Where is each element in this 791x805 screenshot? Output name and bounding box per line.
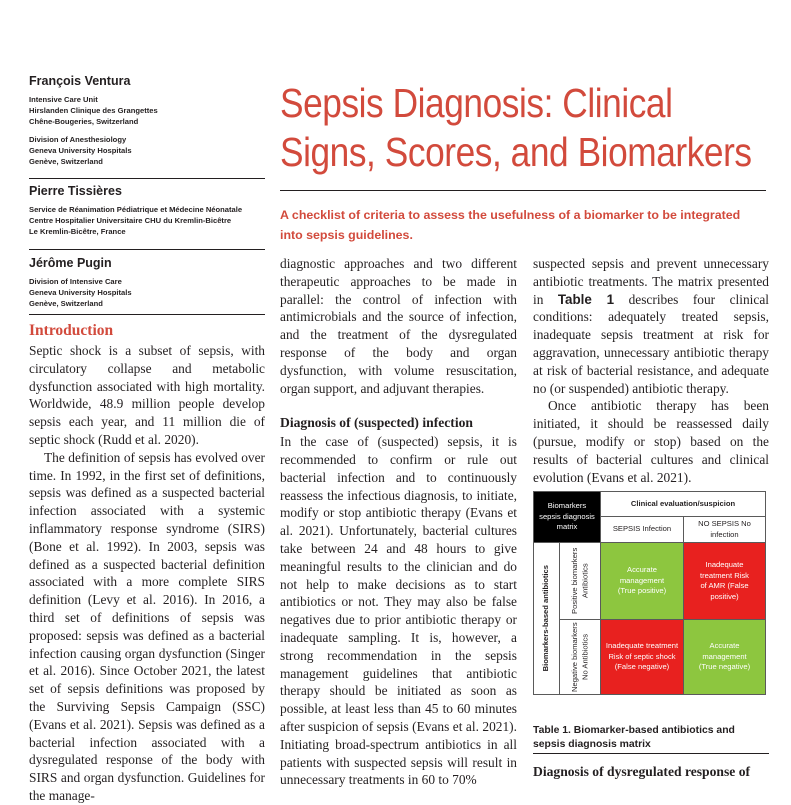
article-subtitle: A checklist of criteria to assess the usefulness of a biomarker to be integrated into sepsis guidelines. bbox=[280, 208, 741, 242]
author-divider bbox=[29, 314, 265, 315]
author-affiliation: Intensive Care Unit Hirslanden Clinique des Grangettes Chêne-Bougeries, Switzerland Division of Anesthesiology Geneva University Hospitals Genève, Switzerland bbox=[29, 95, 158, 167]
matrix-cell-false-positive: Inadequate treatment Risk of AMR (False positive) bbox=[683, 542, 766, 620]
author-affiliation: Service de Réanimation Pédiatrique et Médecine Néonatale Centre Hospitalier Universitaire CHU du Kremlin-Bicêtre Le Kremlin-Bicêtre, France bbox=[29, 205, 243, 237]
author-name: François Ventura bbox=[29, 74, 131, 88]
column-1-text bbox=[29, 342, 265, 805]
section-heading-dysregulated: Diagnosis of dysregulated response of bbox=[533, 764, 751, 779]
matrix-clinical-header: Clinical evaluation/suspicion bbox=[600, 491, 766, 517]
author-name: Jérôme Pugin bbox=[29, 256, 112, 270]
matrix-cell-false-negative: Inadequate treatment Risk of septic shock (False negative) bbox=[600, 619, 684, 695]
matrix-row-negative: Negative biomarkers No Antibiotics bbox=[559, 619, 601, 695]
paragraph: suspected sepsis and prevent unnecessary antibiotic treatments. The matrix presented in Table 1 describes four clinical conditions: adequately treated sepsis, inadequate sepsis treatment at risk for aggravation, unnecessary antibiotic therapy at risk of bacterial resistance, and adequate no (or suspended) antibiotic therapy. bbox=[533, 256, 769, 396]
paragraph: Once antibiotic therapy has been initiated, it should be reassessed daily (pursue, modify or stop) based on the results of bacterial cultures and clinical evolution (Evans et al. 2021). bbox=[533, 398, 769, 485]
author-affiliation: Division of Intensive Care Geneva University Hospitals Genève, Switzerland bbox=[29, 277, 132, 309]
article-title-line-1: Sepsis Diagnosis: Clinical bbox=[280, 80, 673, 126]
matrix-col-sepsis: SEPSIS Infection bbox=[600, 516, 684, 543]
article-title-line-2: Signs, Scores, and Biomarkers bbox=[280, 129, 752, 175]
matrix-row-group: Biomarkers-based antibiotics bbox=[533, 542, 560, 695]
paragraph: In the case of (suspected) sepsis, it is recommended to confirm or rule out bacterial infection and to continuously reassess the infectious diagnosis, to initiate, modify or stop antibiotic therapy (Evans et al. 2021). Unfortunately, bacterial cultures take between 24 and 48 hours to give meaningful results to the clinician and do not help to make decisions as to start antibiotics or not. They may also be false negatives due to prior antibiotic therapy or inadequate sampling. It is, however, a strong recommendation in the sepsis management guidelines that antibiotic therapy should be initiated as soon as possible, at least less than 45 to 60 minutes after suspicion of sepsis (Evans et al. 2021). Initiating broad-spectrum antibiotics in all patients with suspected sepsis will result in unnecessary treatments in 60 to 70% bbox=[280, 434, 517, 788]
caption-divider bbox=[533, 753, 769, 754]
matrix-col-no-sepsis: NO SEPSIS No infection bbox=[683, 516, 766, 543]
paragraph: Septic shock is a subset of sepsis, with circulatory collapse and metabolic dysfunction associated with high mortality. Worldwide, 48.9 million people develop sepsis each year, and 11 million die of septic shock (Rudd et al. 2020). bbox=[29, 343, 265, 447]
biomarker-matrix-table bbox=[533, 491, 766, 695]
table-reference: Table 1 bbox=[557, 291, 615, 307]
matrix-row-positive: Positive biomarkers Antibiotics bbox=[559, 542, 601, 620]
section-heading-introduction: Introduction bbox=[29, 322, 114, 339]
author-divider bbox=[29, 249, 265, 250]
title-divider bbox=[280, 190, 766, 191]
paragraph: diagnostic approaches and two different therapeutic approaches to be made in parallel: the control of infection with antimicrobials and the source of infection, and the treatment of the dysregulated response of the body and organ dysfunction, with volume resuscitation, organ support, and adjuvant therapies. bbox=[280, 256, 517, 396]
matrix-corner-label: Biomarkers sepsis diagnosis matrix bbox=[533, 491, 601, 543]
author-divider bbox=[29, 178, 265, 179]
matrix-cell-true-positive: Accurate management (True positive) bbox=[600, 542, 684, 620]
paragraph: The definition of sepsis has evolved over time. In 1992, in the first set of definitions, sepsis was defined as a suspected bacterial infection associated with a systemic inflammatory response syndrome (SIRS) (Bone et al. 1992). In 2003, sepsis was defined as a suspected bacterial definition associated with a more complete SIRS definition (Levy et al. 2016). In 2016, a third set of definitions of sepsis was proposed: sepsis was defined as a bacterial infection causing organ dysfunction (Singer et al. 2016). Since October 2021, the latest set of sepsis definitions was proposed by the Surviving Sepsis Campaign (SSC) (Evans et al. 2021). Sepsis was defined as a bacterial infection associated with a dysregulated response of the body with SIRS and organ dysfunction. Guidelines for the manage- bbox=[29, 449, 265, 803]
column-2-text bbox=[280, 255, 517, 789]
author-name: Pierre Tissières bbox=[29, 184, 122, 198]
column-3-text bbox=[533, 255, 769, 486]
matrix-cell-true-negative: Accurate management (True negative) bbox=[683, 619, 766, 695]
section-heading-infection: Diagnosis of (suspected) infection bbox=[280, 415, 473, 431]
table-caption: Table 1. Biomarker-based antibiotics and sepsis diagnosis matrix bbox=[533, 725, 735, 750]
